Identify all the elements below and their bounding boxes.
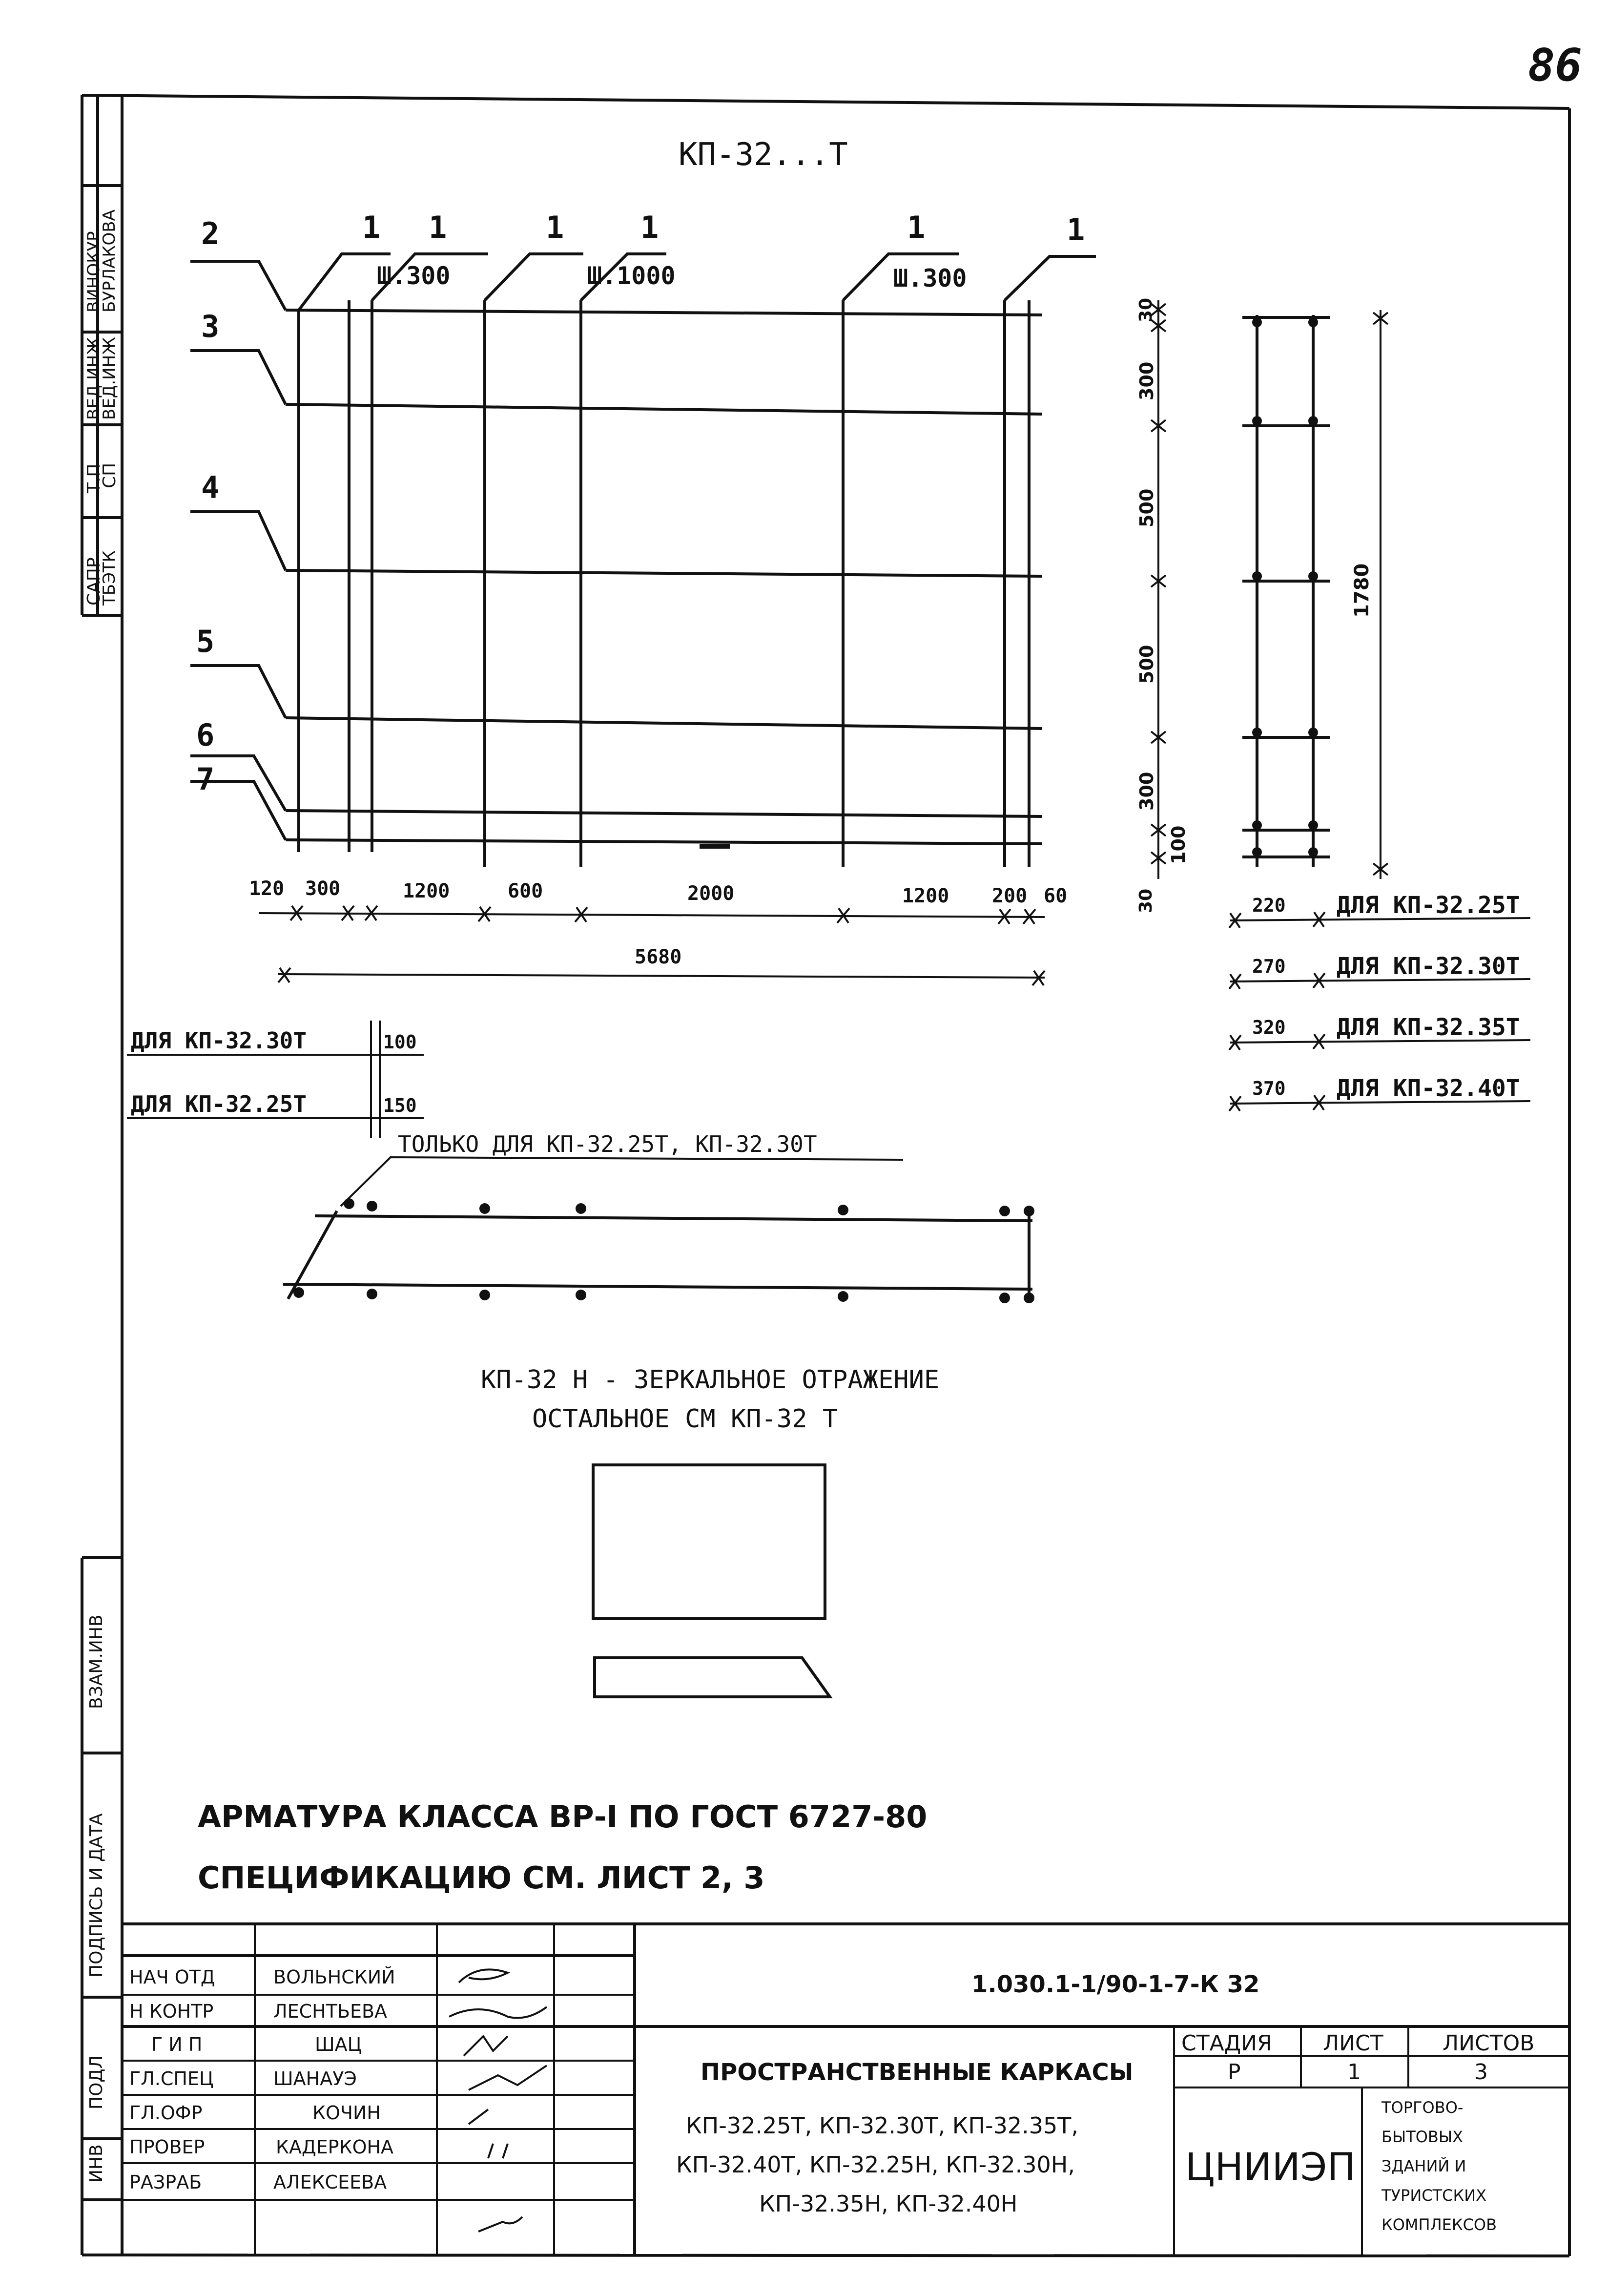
role-label: ПРОВЕР	[129, 2136, 205, 2158]
callout-number: 5	[196, 624, 215, 659]
width-dim: 320	[1252, 1017, 1286, 1038]
person-name: АЛЕКСЕЕВА	[273, 2171, 387, 2193]
dim-value: 30	[1136, 297, 1156, 322]
role-label: РАЗРАБ	[129, 2171, 202, 2193]
width-variant-label: ДЛЯ КП-32.35Т	[1337, 1014, 1520, 1041]
stage-value: Р	[1228, 2060, 1241, 2085]
pitch-label: Ш.300	[377, 262, 451, 290]
margin-label: ВЕД.ИНЖ	[84, 337, 103, 420]
callout-number: 7	[196, 761, 215, 797]
person-name: ШАЦ	[315, 2034, 362, 2055]
margin-label: ВЕД.ИНЖ	[100, 337, 119, 420]
role-label: НАЧ ОТД	[129, 1966, 215, 1988]
product-list: КП-32.25Т, КП-32.30Т, КП-32.35Т,	[686, 2112, 1079, 2139]
margin-label: ИНВ	[86, 2144, 106, 2183]
person-name: КОЧИН	[312, 2102, 381, 2124]
organization-desc: КОМПЛЕКСОВ	[1381, 2215, 1497, 2234]
document-code: 1.030.1-1/90-1-7-К 32	[971, 1971, 1260, 1998]
callout-number: 4	[201, 470, 220, 505]
callout-number: 1	[907, 209, 926, 245]
dim-value: 300	[305, 877, 341, 900]
organization-desc: ТОРГОВО-	[1381, 2098, 1464, 2117]
width-variant-label: ДЛЯ КП-32.40Т	[1337, 1075, 1520, 1102]
person-name: ШАНАУЭ	[273, 2068, 357, 2089]
margin-label: САПР	[84, 557, 104, 605]
dim-value: 300	[1136, 772, 1157, 811]
callout-number: 1	[640, 209, 659, 245]
total-height: 1780	[1351, 563, 1373, 618]
offset-note-dim: 150	[383, 1095, 417, 1116]
role-label: Г И П	[151, 2034, 203, 2055]
dim-value: 500	[1136, 488, 1157, 527]
product-list: КП-32.35Н, КП-32.40Н	[759, 2191, 1018, 2217]
callout-number: 1	[362, 209, 381, 245]
only-for-note: ТОЛЬКО ДЛЯ КП-32.25Т, КП-32.30Т	[398, 1131, 817, 1157]
mirror-note: КП-32 Н - ЗЕРКАЛЬНОЕ ОТРАЖЕНИЕ	[481, 1365, 940, 1395]
dim-value: 500	[1136, 645, 1157, 684]
margin-label: ПОДЛ	[86, 2055, 106, 2109]
dim-value: 60	[1044, 885, 1068, 907]
offset-note-label: ДЛЯ КП-32.30Т	[131, 1027, 307, 1054]
spec-note: СПЕЦИФИКАЦИЮ СМ. ЛИСТ 2, 3	[198, 1860, 765, 1896]
product-list: КП-32.40Т, КП-32.25Н, КП-32.30Н,	[676, 2151, 1075, 2178]
total-length: 5680	[635, 946, 682, 968]
organization-desc: БЫТОВЫХ	[1381, 2128, 1464, 2146]
callout-number: 2	[201, 216, 220, 251]
pitch-label: Ш.1000	[587, 262, 676, 290]
margin-label: ТБЭТК	[100, 550, 119, 605]
sheets-header: ЛИСТОВ	[1443, 2031, 1535, 2056]
callout-number: 1	[546, 209, 564, 245]
width-variant-label: ДЛЯ КП-32.30Т	[1337, 953, 1520, 980]
person-name: ВОЛЬНСКИЙ	[273, 1966, 395, 1988]
margin-label: БУРЛАКОВА	[100, 209, 119, 313]
dim-value: 1200	[902, 885, 949, 907]
callout-number: 1	[1067, 212, 1085, 248]
margin-label: ВЗАМ.ИНВ	[86, 1614, 106, 1709]
sheets-value: 3	[1474, 2060, 1488, 2085]
width-dim: 220	[1252, 895, 1286, 916]
rebar-note: АРМАТУРА КЛАССА ВР-I ПО ГОСТ 6727-80	[198, 1799, 928, 1835]
dim-value: 2000	[687, 882, 735, 905]
organization-desc: ЗДАНИЙ И	[1381, 2157, 1466, 2175]
role-label: ГЛ.СПЕЦ	[129, 2068, 214, 2089]
width-variant-label: ДЛЯ КП-32.25Т	[1337, 892, 1520, 919]
stage-header: СТАДИЯ	[1181, 2031, 1272, 2056]
role-label: ГЛ.ОФР	[129, 2102, 203, 2124]
width-dim: 370	[1252, 1078, 1286, 1099]
dim-value: 300	[1136, 361, 1157, 400]
callout-number: 3	[201, 309, 220, 344]
dim-value: 1200	[403, 880, 450, 902]
dim-value: 200	[992, 885, 1028, 907]
callout-number: 1	[429, 209, 447, 245]
organization-name: ЦНИИЭП	[1185, 2146, 1356, 2190]
drawing-title: КП-32...Т	[679, 137, 848, 173]
margin-label: ПОДПИСЬ И ДАТА	[86, 1813, 106, 1978]
dim-value: 600	[508, 880, 543, 902]
sheet-value: 1	[1347, 2060, 1361, 2085]
person-name: КАДЕРКОНА	[276, 2136, 394, 2158]
margin-label: СП	[100, 462, 120, 488]
offset-note-dim: 100	[383, 1031, 417, 1053]
role-label: Н КОНТР	[129, 2001, 214, 2022]
page-number: 86	[1528, 39, 1582, 91]
dim-value: 120	[249, 877, 285, 900]
offset-note-label: ДЛЯ КП-32.25Т	[131, 1091, 307, 1117]
width-dim: 270	[1252, 956, 1286, 977]
dim-value: 100	[1168, 825, 1189, 864]
pitch-label: Ш.300	[893, 264, 967, 292]
callout-number: 6	[196, 717, 215, 753]
dim-value: 30	[1136, 888, 1156, 913]
sheet-header: ЛИСТ	[1323, 2031, 1383, 2056]
mirror-note: ОСТАЛЬНОЕ СМ КП-32 Т	[532, 1404, 838, 1434]
margin-label: Т.П	[84, 463, 104, 493]
person-name: ЛЕСНТЬЕВА	[273, 2001, 388, 2022]
product-title: ПРОСТРАНСТВЕННЫЕ КАРКАСЫ	[701, 2059, 1134, 2086]
organization-desc: ТУРИСТСКИХ	[1381, 2186, 1487, 2205]
margin-label: ВИНОКУР	[84, 231, 103, 313]
